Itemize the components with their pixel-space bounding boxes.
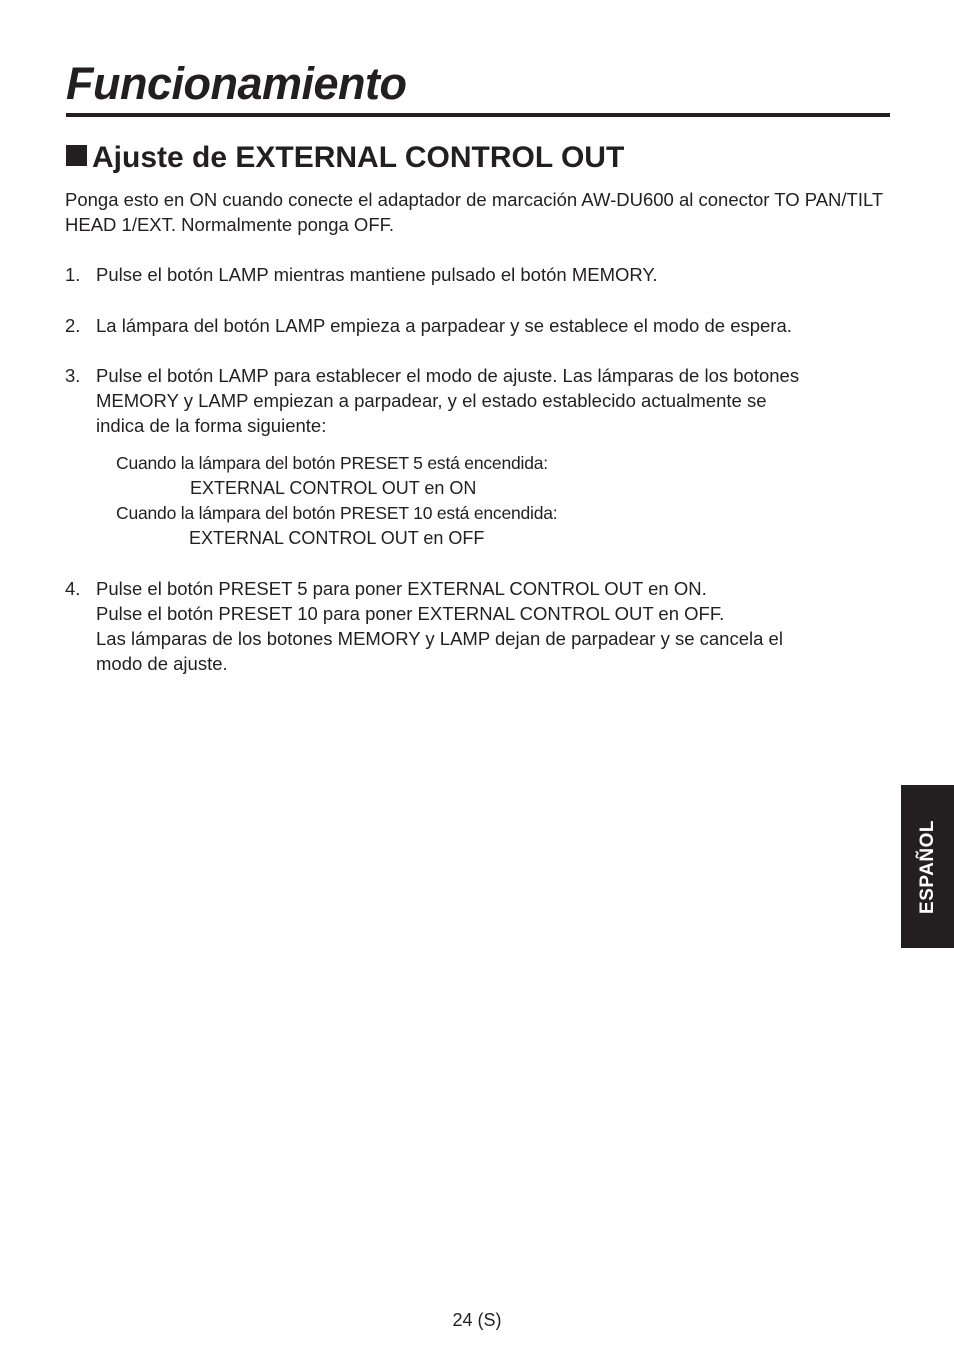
title-rule [66,113,890,117]
step-number: 1. [65,264,81,285]
state-condition: Cuando la lámpara del botón PRESET 5 está encendida: [116,453,548,473]
step-line: La lámpara del botón LAMP empieza a parpadear y se establece el modo de espera. [96,315,792,336]
section-heading [66,139,624,177]
language-tab [901,785,954,948]
step-text [96,313,895,338]
step-3 [65,363,895,438]
step-line: modo de ajuste. [96,653,228,674]
page-number: 24 (S) [452,1310,502,1330]
step-1 [65,262,895,287]
state-result: EXTERNAL CONTROL OUT en OFF [189,528,485,548]
step-line: Pulse el botón PRESET 10 para poner EXTERNAL CONTROL OUT en OFF. [96,603,725,624]
step-line: Las lámparas de los botones MEMORY y LAMP dejan de parpadear y se cancela el [96,628,783,649]
language-tab-label: ESPAÑOL [916,819,938,914]
state-result: EXTERNAL CONTROL OUT en ON [190,478,477,498]
step-number: 2. [65,315,81,336]
section-heading-text: Ajuste de EXTERNAL CONTROL OUT [92,141,625,174]
step-line: Pulse el botón PRESET 5 para poner EXTERNAL CONTROL OUT en ON. [96,578,707,599]
page-title: Funcionamiento [66,58,407,109]
step-line: Pulse el botón LAMP para establecer el modo de ajuste. Las lámparas de los botones [96,365,800,386]
step-text [96,363,895,438]
step-line: indica de la forma siguiente: [96,415,327,436]
square-bullet-icon [66,145,87,166]
step-text [96,576,895,676]
step-4 [65,576,895,676]
intro-paragraph: Ponga esto en ON cuando conecte el adaptador de marcación AW-DU600 al conector TO PAN/TILT HEAD 1/EXT. Normalmente ponga OFF. [65,189,883,235]
step-2 [65,313,895,338]
step-line: Pulse el botón LAMP mientras mantiene pulsado el botón MEMORY. [96,264,658,285]
step-text [96,262,895,287]
step-line: MEMORY y LAMP empiezan a parpadear, y el estado establecido actualmente se [96,390,767,411]
state-condition: Cuando la lámpara del botón PRESET 10 está encendida: [116,503,558,523]
step-number: 3. [65,365,81,386]
step-number: 4. [65,578,81,599]
